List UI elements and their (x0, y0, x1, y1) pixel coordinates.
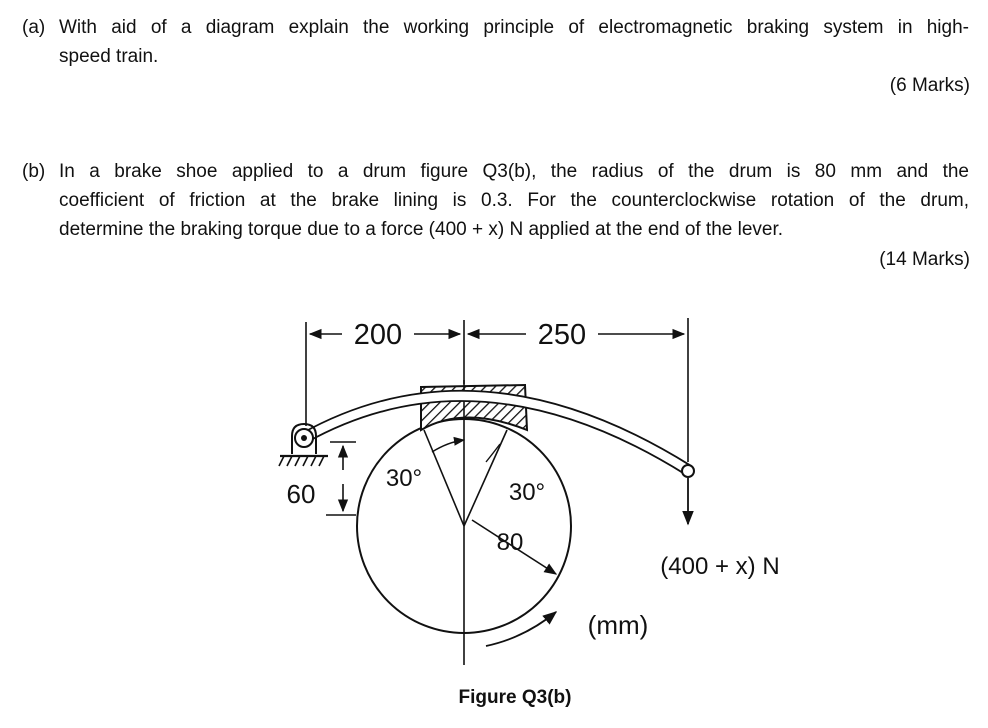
dim-60-label: 60 (286, 479, 316, 509)
angle-arc-left (432, 440, 464, 452)
question-a-label: (a) (22, 17, 46, 38)
figure-caption: Figure Q3(b) (458, 687, 572, 708)
question-b-line-2: coefficient of friction at the brake lining is 0.3. For the counterclockwise rotation of the drum, (59, 190, 969, 211)
question-a-line-2: speed train. (59, 46, 159, 67)
question-b-label: (b) (22, 161, 46, 182)
angle-left-label: 30° (385, 465, 423, 492)
question-b-line-3: determine the braking torque due to a force (400 + x) N applied at the end of the lever. (59, 219, 784, 240)
question-a-marks: (6 Marks) (889, 75, 970, 96)
units-label: (mm) (587, 610, 649, 640)
angle-right-label: 30° (508, 479, 546, 506)
pivot-pin-inner (301, 435, 307, 441)
dim-200-label: 200 (353, 319, 403, 351)
question-b-line-1: In a brake shoe applied to a drum figure Q3(b), the radius of the drum is 80 mm and the (59, 161, 969, 182)
lever-end (682, 465, 694, 477)
angle-line-left (424, 430, 464, 526)
dim-250-label: 250 (537, 319, 587, 351)
radius-label: 80 (496, 529, 524, 556)
angle-line-right (464, 430, 507, 526)
question-a-line-1: With aid of a diagram explain the working principle of electromagnetic braking system in high- (59, 17, 969, 38)
force-label: (400 + x) N (660, 553, 780, 580)
ground-hatch (279, 456, 324, 466)
question-b-marks: (14 Marks) (879, 249, 970, 270)
